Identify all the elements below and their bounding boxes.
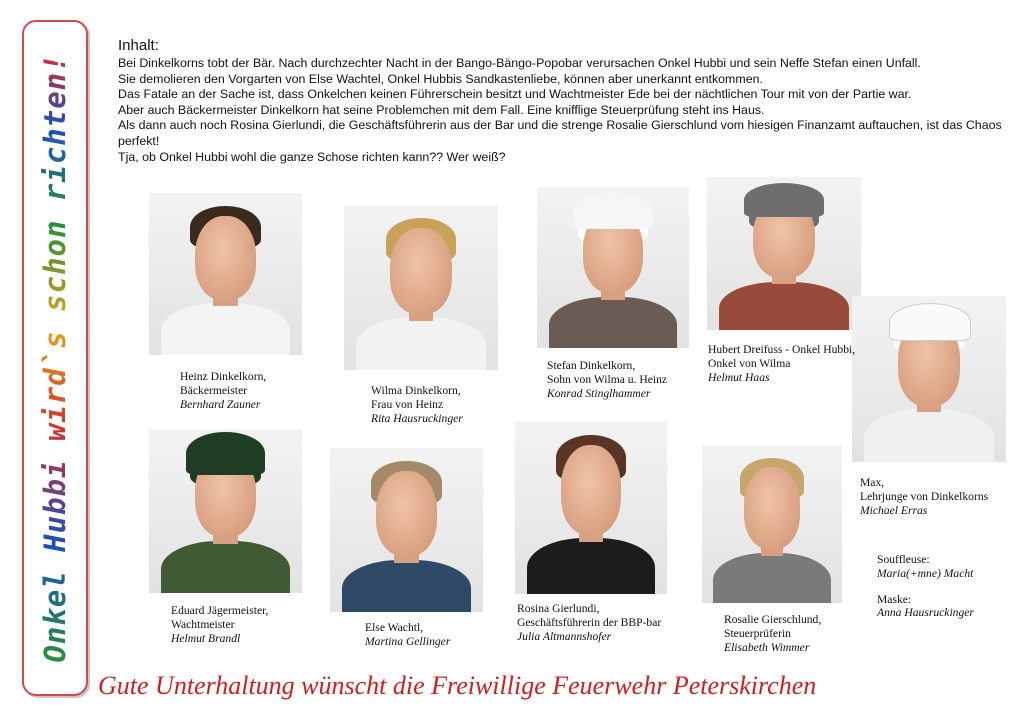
cast-photo-rosalie bbox=[702, 445, 842, 603]
role-name: Eduard Jägermeister, bbox=[171, 604, 269, 617]
actor-name: Elisabeth Wimmer bbox=[724, 640, 810, 654]
synopsis-heading: Inhalt: bbox=[118, 37, 159, 54]
cast-caption-max bbox=[860, 476, 988, 517]
portrait-face bbox=[561, 445, 622, 535]
actor-name: Konrad Stinglhammer bbox=[547, 386, 651, 400]
cast-caption-eduard bbox=[171, 604, 268, 645]
synopsis-line: Aber auch Bäckermeister Dinkelkorn hat seine Problemchen mit dem Fall. Eine knifflige Steuerprüfung steht ins Haus. bbox=[118, 102, 765, 117]
portrait-torso bbox=[719, 282, 848, 330]
actor-name: Michael Erras bbox=[860, 503, 928, 517]
crew-role: Maske: bbox=[877, 592, 912, 606]
cast-photo-hubert bbox=[707, 177, 861, 330]
role-description: Bäckermeister bbox=[180, 383, 247, 397]
cast-caption-heinz bbox=[180, 370, 266, 411]
portrait-torso bbox=[549, 297, 677, 348]
cast-photo-max bbox=[852, 296, 1006, 462]
cast-photo-rosina bbox=[515, 421, 667, 594]
role-name: Hubert Dreifuss - Onkel Hubbi, bbox=[708, 343, 856, 356]
portrait-torso bbox=[713, 553, 831, 603]
cast-photo-else bbox=[330, 448, 483, 612]
actor-name: Bernhard Zauner bbox=[180, 397, 261, 411]
role-name: Stefan Dinkelkorn, bbox=[547, 359, 636, 372]
synopsis-line: Bei Dinkelkorns tobt der Bär. Nach durchzechter Nacht in der Bango-Bängo-Popobar verursachen Onkel Hubbi und sein Neffe Stefan einen Unfall. bbox=[118, 56, 921, 70]
synopsis-line: Als dann auch noch Rosina Gierlundi, die Geschäftsführerin aus der Bar und die strenge Rosalie Gierschlund vom hiesigen Finanzamt auftauchen, ist das Chaos perfekt! bbox=[118, 118, 1002, 148]
actor-name: Julia Altmannshofer bbox=[517, 629, 612, 643]
portrait-torso bbox=[864, 409, 993, 462]
role-description: Lehrjunge von Dinkelkorns bbox=[860, 489, 989, 503]
portrait-face bbox=[744, 467, 800, 549]
role-description: Sohn von Wilma u. Heinz bbox=[547, 372, 668, 386]
synopsis-line: Sie demolieren den Vorgarten von Else Wachtel, Onkel Hubbis Sandkastenliebe, können aber unerkannt entkommen. bbox=[118, 71, 763, 86]
crew-credits bbox=[877, 553, 974, 620]
footer-tagline: Gute Unterhaltung wünscht die Freiwillige Feuerwehr Peterskirchen bbox=[98, 671, 817, 700]
synopsis-line: Tja, ob Onkel Hubbi wohl die ganze Schose richten kann?? Wer weiß? bbox=[118, 149, 506, 164]
synopsis-line: Das Fatale an der Sache ist, dass Onkelchen keinen Führerschein besitzt und Wachtmeister Ede bei der nächtlichen Tour mit von der Partie war. bbox=[118, 87, 912, 102]
synopsis bbox=[118, 37, 1008, 165]
paper-cap bbox=[889, 303, 971, 342]
banner-title: Onkel Hubbi wird`s schon richten! bbox=[38, 53, 72, 663]
role-description: Steuerprüferin bbox=[724, 626, 791, 640]
cast-caption-rosalie bbox=[724, 613, 821, 654]
actor-name: Helmut Haas bbox=[708, 370, 770, 384]
portrait-face bbox=[195, 216, 256, 300]
police-cap bbox=[186, 432, 266, 475]
cast-caption-hubert bbox=[708, 343, 855, 384]
baseball-cap bbox=[573, 193, 652, 228]
flat-cap bbox=[744, 183, 824, 217]
role-name: Max, bbox=[860, 476, 885, 489]
role-description: Wachtmeister bbox=[171, 617, 235, 631]
portrait-torso bbox=[356, 317, 485, 370]
role-name: Heinz Dinkelkorn, bbox=[180, 370, 267, 383]
actor-name: Rita Hausruckinger bbox=[371, 411, 463, 425]
portrait-torso bbox=[161, 541, 290, 593]
portrait-torso bbox=[527, 538, 655, 594]
role-description: Geschäftsführerin der BBP-bar bbox=[517, 615, 662, 629]
crew-role: Souffleuse: bbox=[877, 553, 930, 566]
cast-photo-wilma bbox=[344, 205, 498, 370]
crew-name: Maria(+mne) Macht bbox=[877, 566, 974, 580]
cast-caption-wilma bbox=[371, 384, 463, 425]
portrait-face bbox=[376, 471, 437, 556]
portrait-torso bbox=[161, 303, 290, 355]
cast-photo-stefan bbox=[537, 187, 689, 348]
role-description: Frau von Heinz bbox=[371, 397, 444, 411]
crew-name: Anna Hausruckinger bbox=[877, 606, 974, 620]
role-description: Onkel von Wilma bbox=[708, 356, 791, 370]
role-name: Wilma Dinkelkorn, bbox=[371, 384, 461, 397]
cast-caption-rosina bbox=[517, 602, 661, 643]
portrait-torso bbox=[342, 560, 471, 612]
cast-caption-stefan bbox=[547, 359, 667, 400]
cast-caption-else bbox=[365, 621, 450, 649]
title-banner bbox=[22, 20, 88, 696]
portrait-face bbox=[390, 228, 452, 314]
actor-name: Martina Gellinger bbox=[365, 634, 451, 648]
role-name: Else Wachtl, bbox=[365, 621, 424, 634]
role-name: Rosina Gierlundi, bbox=[517, 602, 600, 615]
cast-photo-eduard bbox=[149, 429, 302, 593]
cast-photo-heinz bbox=[149, 193, 302, 355]
role-name: Rosalie Gierschlund, bbox=[724, 613, 822, 626]
actor-name: Helmut Brandl bbox=[171, 631, 241, 645]
